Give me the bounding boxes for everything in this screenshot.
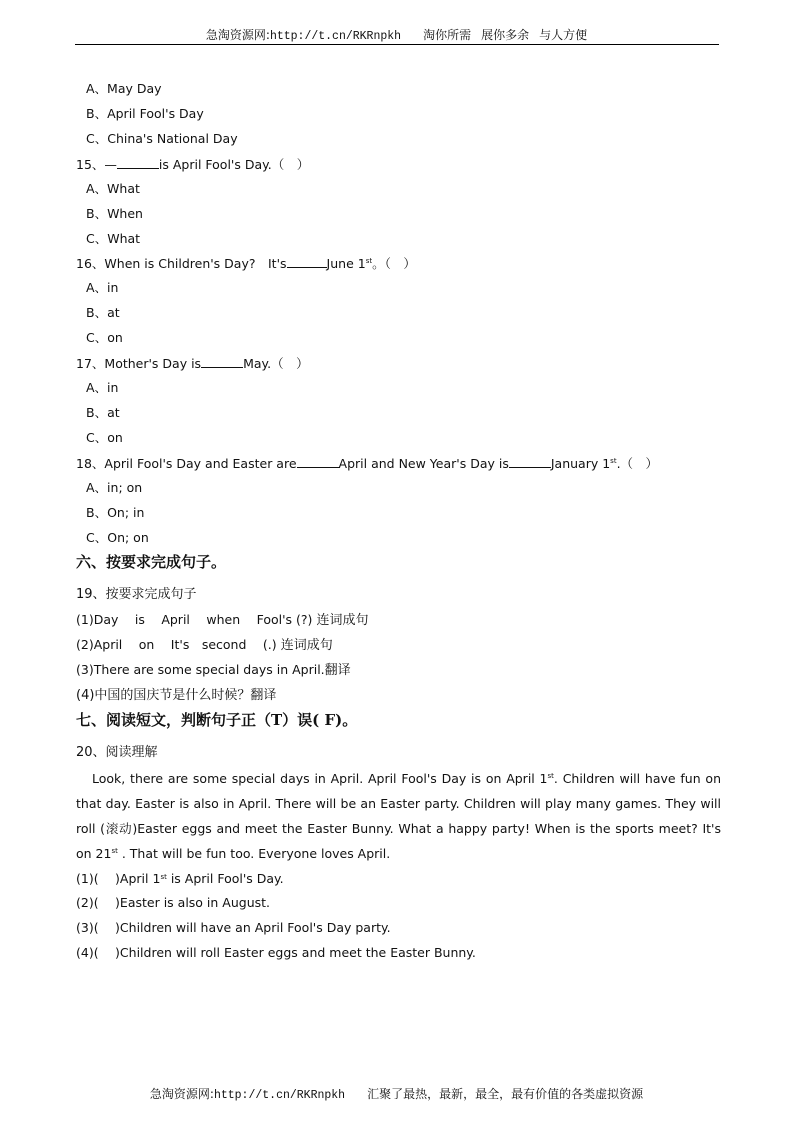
q19-item-4-note: 翻译 bbox=[250, 688, 277, 703]
q18-option-a: A、in; on bbox=[86, 480, 143, 495]
q14-option-a: A、May Day bbox=[86, 81, 162, 96]
q19-item-1-text: (1)Day is April when Fool's (?) bbox=[76, 612, 313, 627]
q17-after: May.（ ） bbox=[243, 356, 309, 371]
header-slogan-3: 与人方便 bbox=[539, 28, 588, 42]
footer-site: 急淘资源网: bbox=[149, 1087, 214, 1101]
q16-end: 。（ ） bbox=[372, 256, 416, 271]
footer-url[interactable]: http://t.cn/RKRnpkh bbox=[213, 1089, 346, 1102]
q18-sup: st bbox=[610, 457, 617, 465]
q19-item-2 bbox=[76, 637, 333, 654]
q19-title: 19、按要求完成句子 bbox=[76, 587, 197, 602]
q20-statement-3: (3)( )Children will have an April Fool's Day party. bbox=[76, 920, 391, 935]
q17-option-b: B、at bbox=[86, 405, 120, 420]
q19-item-3 bbox=[76, 662, 351, 679]
q18-option-b: B、On; in bbox=[86, 505, 145, 520]
q19-item-2-text: (2)April on It's second (.) bbox=[76, 637, 277, 652]
q18-blank-2 bbox=[509, 455, 551, 468]
q16-after: June 1 bbox=[326, 256, 366, 271]
q16-prefix: 16、When is Children's Day? It's bbox=[76, 256, 287, 271]
q19-item-1 bbox=[76, 612, 369, 629]
q14-option-c: C、China's National Day bbox=[86, 131, 238, 146]
q19-item-4 bbox=[76, 687, 276, 704]
q20-statement-2: (2)( )Easter is also in August. bbox=[76, 895, 271, 910]
q20-statement-4: (4)( )Children will roll Easter eggs and meet the Easter Bunny. bbox=[76, 945, 476, 960]
q17-option-a: A、in bbox=[86, 380, 119, 395]
q17-blank bbox=[201, 355, 243, 368]
q16-blank bbox=[287, 255, 327, 268]
page-footer bbox=[0, 1085, 793, 1102]
q19-item-3-text: (3)There are some special days in April. bbox=[76, 662, 325, 677]
q18-prefix: 18、April Fool's Day and Easter are bbox=[76, 456, 297, 471]
header-url[interactable]: http://t.cn/RKRnpkh bbox=[269, 30, 402, 43]
q18-after: January 1 bbox=[550, 456, 611, 471]
header-rule bbox=[75, 44, 719, 45]
passage-part-1: Look, there are some special days in April. April Fool's Day is on April 1 bbox=[92, 771, 548, 786]
q16-option-b: B、at bbox=[86, 305, 120, 320]
passage-part-3: . That will be fun too. Everyone loves April. bbox=[117, 846, 391, 861]
header-site: 急淘资源网: bbox=[205, 28, 270, 42]
q19-item-4-text: (4)中国的国庆节是什么时候？ bbox=[76, 688, 251, 703]
passage-sup-1: st bbox=[547, 772, 554, 780]
statement-1-post: is April Fool's Day. bbox=[166, 871, 284, 886]
q17-prefix: 17、Mother's Day is bbox=[76, 356, 202, 371]
section-6-title: 六、按要求完成句子。 bbox=[76, 553, 227, 571]
q17-stem bbox=[76, 355, 309, 372]
q16-option-a: A、in bbox=[86, 280, 119, 295]
q15-blank bbox=[117, 156, 159, 169]
header-slogan-1: 淘你所需 bbox=[423, 28, 472, 42]
q19-item-3-note: 翻译 bbox=[324, 663, 351, 678]
passage-part-2: . Children will have fun on that day. Easter is also in April. There will be an Easter party. Children will play many games. They will roll (滚动)Easter eggs and meet the Easter Bunny. What a happy party! When is the sports meet? It's on 21 bbox=[76, 771, 721, 861]
q15-prefix: 15、— bbox=[76, 157, 117, 172]
q18-mid: April and New Year's Day is bbox=[338, 456, 509, 471]
q16-stem bbox=[76, 255, 416, 272]
statement-1-sup: st bbox=[160, 873, 167, 881]
statement-1-pre: (1)( )April 1 bbox=[76, 871, 161, 886]
q18-stem bbox=[76, 455, 658, 472]
q16-option-c: C、on bbox=[86, 330, 123, 345]
q18-option-c: C、On; on bbox=[86, 530, 149, 545]
q18-blank-1 bbox=[297, 455, 339, 468]
q15-stem bbox=[76, 156, 309, 173]
q15-option-a: A、What bbox=[86, 181, 140, 196]
q15-option-c: C、What bbox=[86, 231, 141, 246]
q15-after: is April Fool's Day.（ ） bbox=[158, 157, 310, 172]
q16-sup: st bbox=[365, 257, 373, 265]
q14-option-b: B、April Fool's Day bbox=[86, 106, 204, 121]
q18-end: .（ ） bbox=[616, 456, 659, 471]
q20-passage bbox=[76, 766, 721, 866]
q15-option-b: B、When bbox=[86, 206, 143, 221]
passage-sup-2: st bbox=[111, 847, 118, 855]
q19-item-1-note: 连词成句 bbox=[312, 613, 369, 628]
q20-title: 20、阅读理解 bbox=[76, 745, 158, 760]
footer-text: 汇聚了最热，最新，最全，最有价值的各类虚拟资源 bbox=[367, 1087, 644, 1101]
section-7-title: 七、阅读短文，判断句子正（T）误( F)。 bbox=[76, 711, 358, 729]
header-slogan-2: 展你多余 bbox=[481, 28, 530, 42]
q19-item-2-note: 连词成句 bbox=[276, 638, 333, 653]
page-header bbox=[0, 26, 793, 43]
q20-statement-1 bbox=[76, 871, 284, 887]
q17-option-c: C、on bbox=[86, 430, 123, 445]
